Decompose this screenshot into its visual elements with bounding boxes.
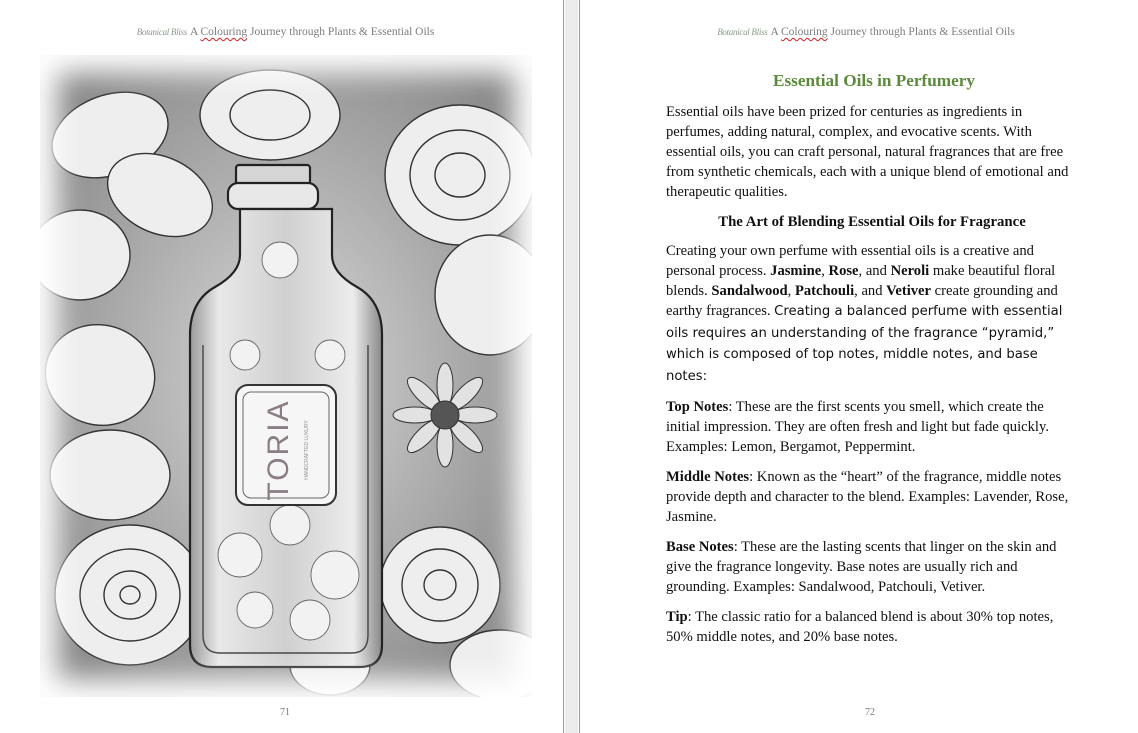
oil-vetiver: Vetiver — [886, 283, 932, 299]
svg-text:HANDCRAFTED LUXURY: HANDCRAFTED LUXURY — [304, 420, 310, 480]
oil-neroli: Neroli — [890, 263, 930, 279]
text-run: , and — [854, 283, 887, 299]
note-text: : These are the lasting scents that linger on the skin and give the fragrance longevity. Base notes are usually rich and grounding. Examples: Sandalwood, Patchouli, Vetiver. — [666, 539, 1057, 595]
page-number-right: 72 — [865, 707, 875, 718]
bottle-floral-illustration[interactable] — [40, 55, 532, 697]
blending-paragraph — [666, 241, 1078, 387]
running-header — [0, 26, 563, 38]
page-number-left: 71 — [280, 707, 290, 718]
header-title-part: A — [770, 26, 781, 38]
running-header — [580, 26, 1138, 38]
note-label: Top Notes — [666, 399, 729, 415]
header-script-logo: Botanical Bliss — [717, 27, 768, 37]
page-gutter-divider — [563, 0, 580, 733]
text-run: make beautiful floral blends. — [666, 263, 1056, 299]
text-run-sans: Creating a balanced perfume with essential oils requires an understanding of the fragrance “pyramid,” which is composed of top notes, middle notes, and base notes: — [666, 304, 1063, 384]
text-run: , — [787, 283, 795, 299]
intro-paragraph: Essential oils have been prized for centuries as ingredients in perfumes, adding natural, complex, and evocative scents. With essential oils, you can craft personal, natural fragrances that are free from synthetic chemicals, each with a unique blend of emotional and therapeutic qualities. — [666, 104, 1069, 200]
tip-label: Tip — [666, 609, 688, 625]
note-text: : Known as the “heart” of the fragrance, middle notes provide depth and character to the blend. Examples: Lavender, Rose, Jasmine. — [666, 469, 1069, 525]
header-title-part: A — [189, 26, 201, 38]
tip-paragraph — [666, 607, 1078, 647]
base-notes-paragraph — [666, 537, 1078, 597]
middle-notes-paragraph — [666, 467, 1078, 527]
left-page — [0, 0, 563, 733]
section-subtitle: The Art of Blending Essential Oils for Fragrance — [718, 214, 1026, 230]
section-title: Essential Oils in Perfumery — [773, 71, 975, 90]
text-run: , — [821, 263, 829, 279]
header-title-part: Journey through Plants & Essential Oils — [247, 26, 435, 38]
text-run: , and — [858, 263, 891, 279]
svg-text:TORIA: TORIA — [262, 399, 295, 501]
oil-sandalwood: Sandalwood — [711, 283, 788, 299]
text-run: create grounding and earthy fragrances. — [666, 283, 1058, 319]
header-script-logo: Botanical Bliss — [136, 27, 187, 37]
oil-jasmine: Jasmine — [770, 263, 822, 279]
spellcheck-flagged-word[interactable]: Colouring — [780, 26, 828, 38]
oil-rose: Rose — [828, 263, 859, 279]
note-label: Base Notes — [666, 539, 734, 555]
right-page — [580, 0, 1138, 733]
text-run: Creating your own perfume with essential oils is a creative and personal process. — [666, 243, 1034, 279]
tip-text: : The classic ratio for a balanced blend is about 30% top notes, 50% middle notes, and 20% base notes. — [666, 609, 1054, 645]
header-title-part: Journey through Plants & Essential Oils — [827, 26, 1015, 38]
spellcheck-flagged-word[interactable]: Colouring — [200, 26, 248, 38]
top-notes-paragraph — [666, 397, 1078, 457]
oil-patchouli: Patchouli — [794, 283, 855, 299]
note-label: Middle Notes — [666, 469, 750, 485]
page-body[interactable] — [666, 70, 1078, 657]
note-text: : These are the first scents you smell, which create the initial impression. They are often fresh and light but fade quickly. Examples: Lemon, Bergamot, Peppermint. — [666, 399, 1049, 455]
